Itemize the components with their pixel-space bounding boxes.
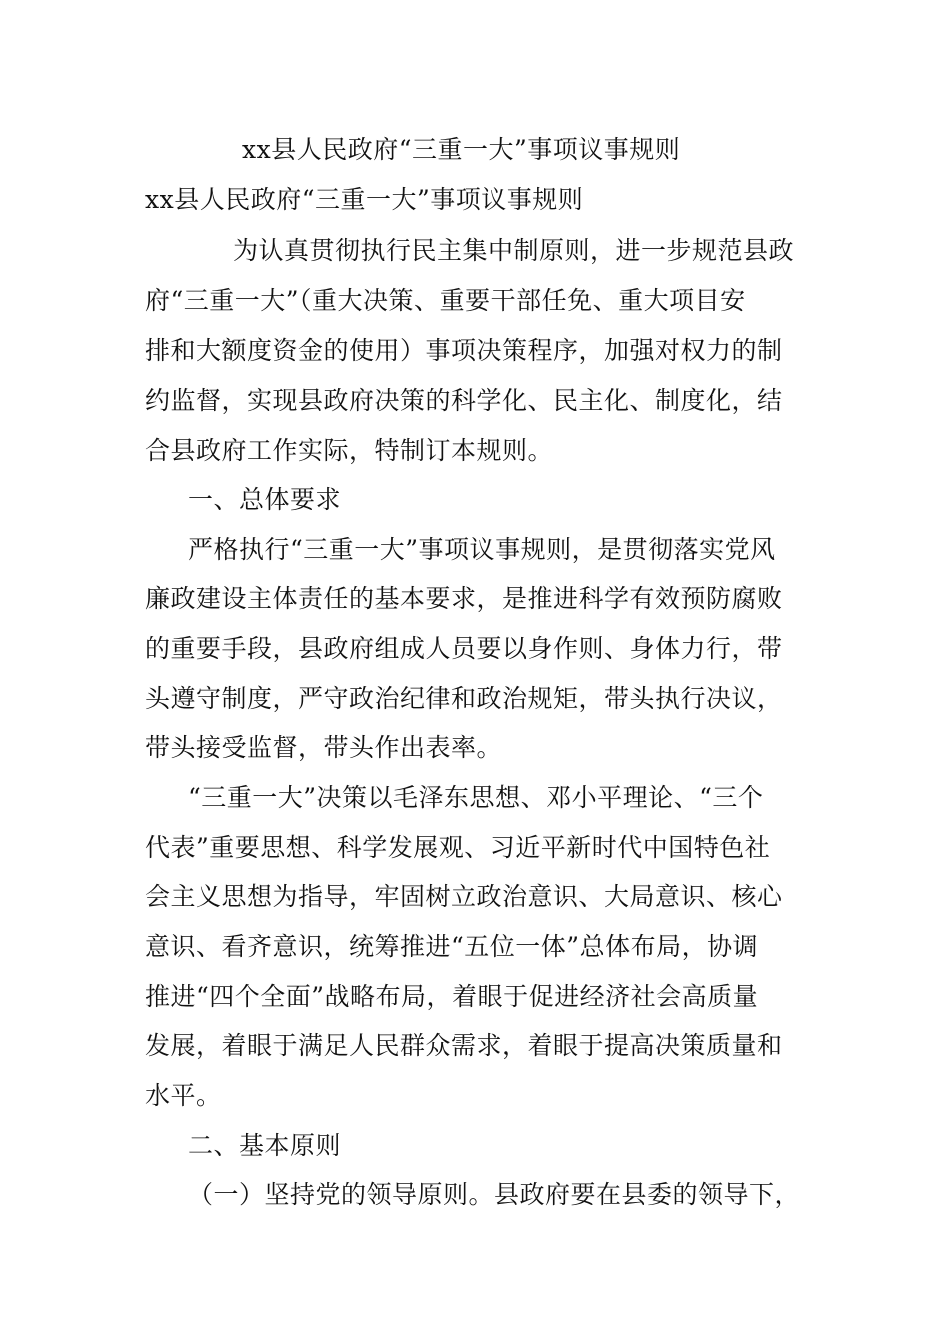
- section2-p1-line-1: （一）坚持党的领导原则。县政府要在县委的领导下，: [188, 1180, 801, 1209]
- intro-line-2: 府“三重一大”（重大决策、重要干部任免、重大项目安: [145, 286, 746, 315]
- section1-p2-line-5: 推进“四个全面”战略布局，着眼于促进经济社会高质量: [145, 982, 759, 1011]
- section1-p1-line-2: 廉政建设主体责任的基本要求，是推进科学有效预防腐败: [145, 584, 783, 613]
- section1-p2-line-2: 代表”重要思想、科学发展观、习近平新时代中国特色社: [145, 833, 771, 862]
- section1-p1-line-1: 严格执行“三重一大”事项议事规则，是贯彻落实党风: [188, 535, 776, 564]
- section1-p1-line-3: 的重要手段，县政府组成人员要以身作则、身体力行，带: [145, 634, 783, 663]
- section1-p2-line-1: “三重一大”决策以毛泽东思想、邓小平理论、“三个: [188, 783, 764, 812]
- intro-line-3: 排和大额度资金的使用）事项决策程序，加强对权力的制: [145, 336, 783, 365]
- section2-heading: 二、基本原则: [188, 1131, 342, 1160]
- section1-p2-line-3: 会主义思想为指导，牢固树立政治意识、大局意识、核心: [145, 882, 783, 911]
- document-subtitle: xx县人民政府“三重一大”事项议事规则: [145, 185, 584, 214]
- section1-heading: 一、总体要求: [188, 485, 342, 514]
- intro-line-5: 合县政府工作实际，特制订本规则。: [145, 436, 554, 465]
- document-title: xx县人民政府“三重一大”事项议事规则: [242, 135, 681, 164]
- section1-p2-line-7: 水平。: [145, 1081, 222, 1110]
- section1-p1-line-5: 带头接受监督，带头作出表率。: [145, 733, 503, 762]
- section1-p2-line-4: 意识、看齐意识，统筹推进“五位一体”总体布局，协调: [145, 932, 759, 961]
- section1-p1-line-4: 头遵守制度，严守政治纪律和政治规矩，带头执行决议，: [145, 684, 783, 713]
- section1-p2-line-6: 发展，着眼于满足人民群众需求，着眼于提高决策质量和: [145, 1031, 783, 1060]
- intro-line-4: 约监督，实现县政府决策的科学化、民主化、制度化，结: [145, 386, 783, 415]
- intro-line-1: 为认真贯彻执行民主集中制原则，进一步规范县政: [233, 236, 795, 265]
